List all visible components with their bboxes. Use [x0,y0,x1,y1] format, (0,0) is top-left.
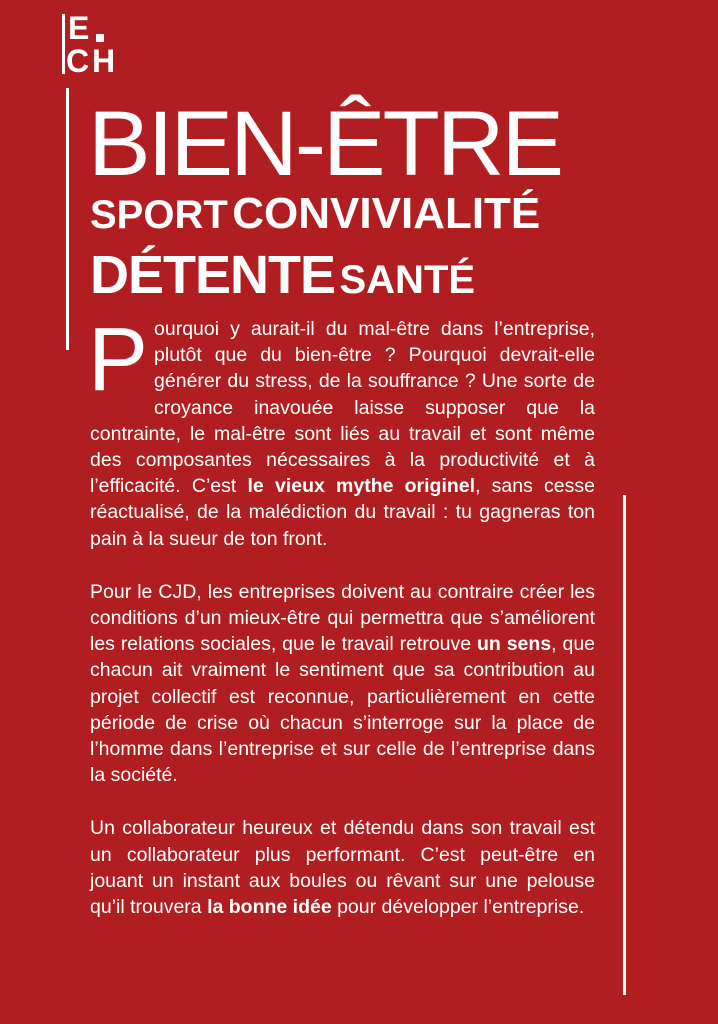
subtitle-convivialite: CONVIVIALITÉ [232,189,541,238]
right-divider [623,495,626,995]
paragraph-1-text-b: , sans cesse réactualisé, de la malédiction du travail : tu gagneras ton pain à la sueur de ton front. [90,475,595,550]
article-body [88,310,596,947]
paragraph-3 [90,815,595,920]
paragraph-1-highlight: le vieux mythe originel [247,475,476,498]
paragraph-2-text-a: Pour le CJD, les entreprises doivent au contraire créer les conditions d’un mieux-être qui permettra que s’améliorent les relations sociales, que le travail retrouve [90,580,595,656]
paragraph-2-highlight: un sens [477,633,552,656]
logo-dot [96,34,104,42]
subtitle-sante: SANTÉ [339,258,476,302]
paragraph-2-text-b: , que chacun ait vraiment le sentiment que sa contribution au projet collectif est reconnue, particulièrement en cette période de crise où chacun s’interroge sur la place de l’homme dans l’entreprise et sur celle de l’entreprise dans la société. [90,633,596,787]
logo-letter-h: H [92,43,116,79]
left-divider [66,88,69,350]
paragraph-3-text-a: Un collaborateur heureux et détendu dans son travail est un collaborateur plus performant. C’est peut-être en jouant un instant aux boules ou rêvant sur une pelouse qu’il trouvera [90,817,595,919]
paragraph-1-text-a: ourquoi y aurait-il du mal-être dans l’entreprise, plutôt que du bien-être ? Pourquoi devrait-elle générer du stress, de la souffrance ? Une sorte de croyance inavouée laisse supposer que la contrainte, le mal-être sont liés au travail et sont même des composantes nécessaires à la productivité et à l’efficacité. C’est [90,318,595,498]
subtitle-detente: DÉTENTE [90,245,336,305]
subtitle-line-1 [90,189,541,238]
drop-cap: P [88,310,149,410]
logo-letter-c: C [66,43,90,79]
logo-letter-e: E [68,10,90,46]
paragraph-3-text-b: pour développer l’entreprise. [331,896,585,919]
subtitle-sport: SPORT [90,193,228,237]
page-title: BIEN-ÊTRE [88,93,562,195]
subtitle-line-2 [90,245,476,305]
paragraph-2 [90,579,595,789]
paragraph-1 [88,310,595,552]
logo-bar [62,14,65,74]
logo [62,10,124,79]
paragraph-3-highlight: la bonne idée [207,896,332,919]
